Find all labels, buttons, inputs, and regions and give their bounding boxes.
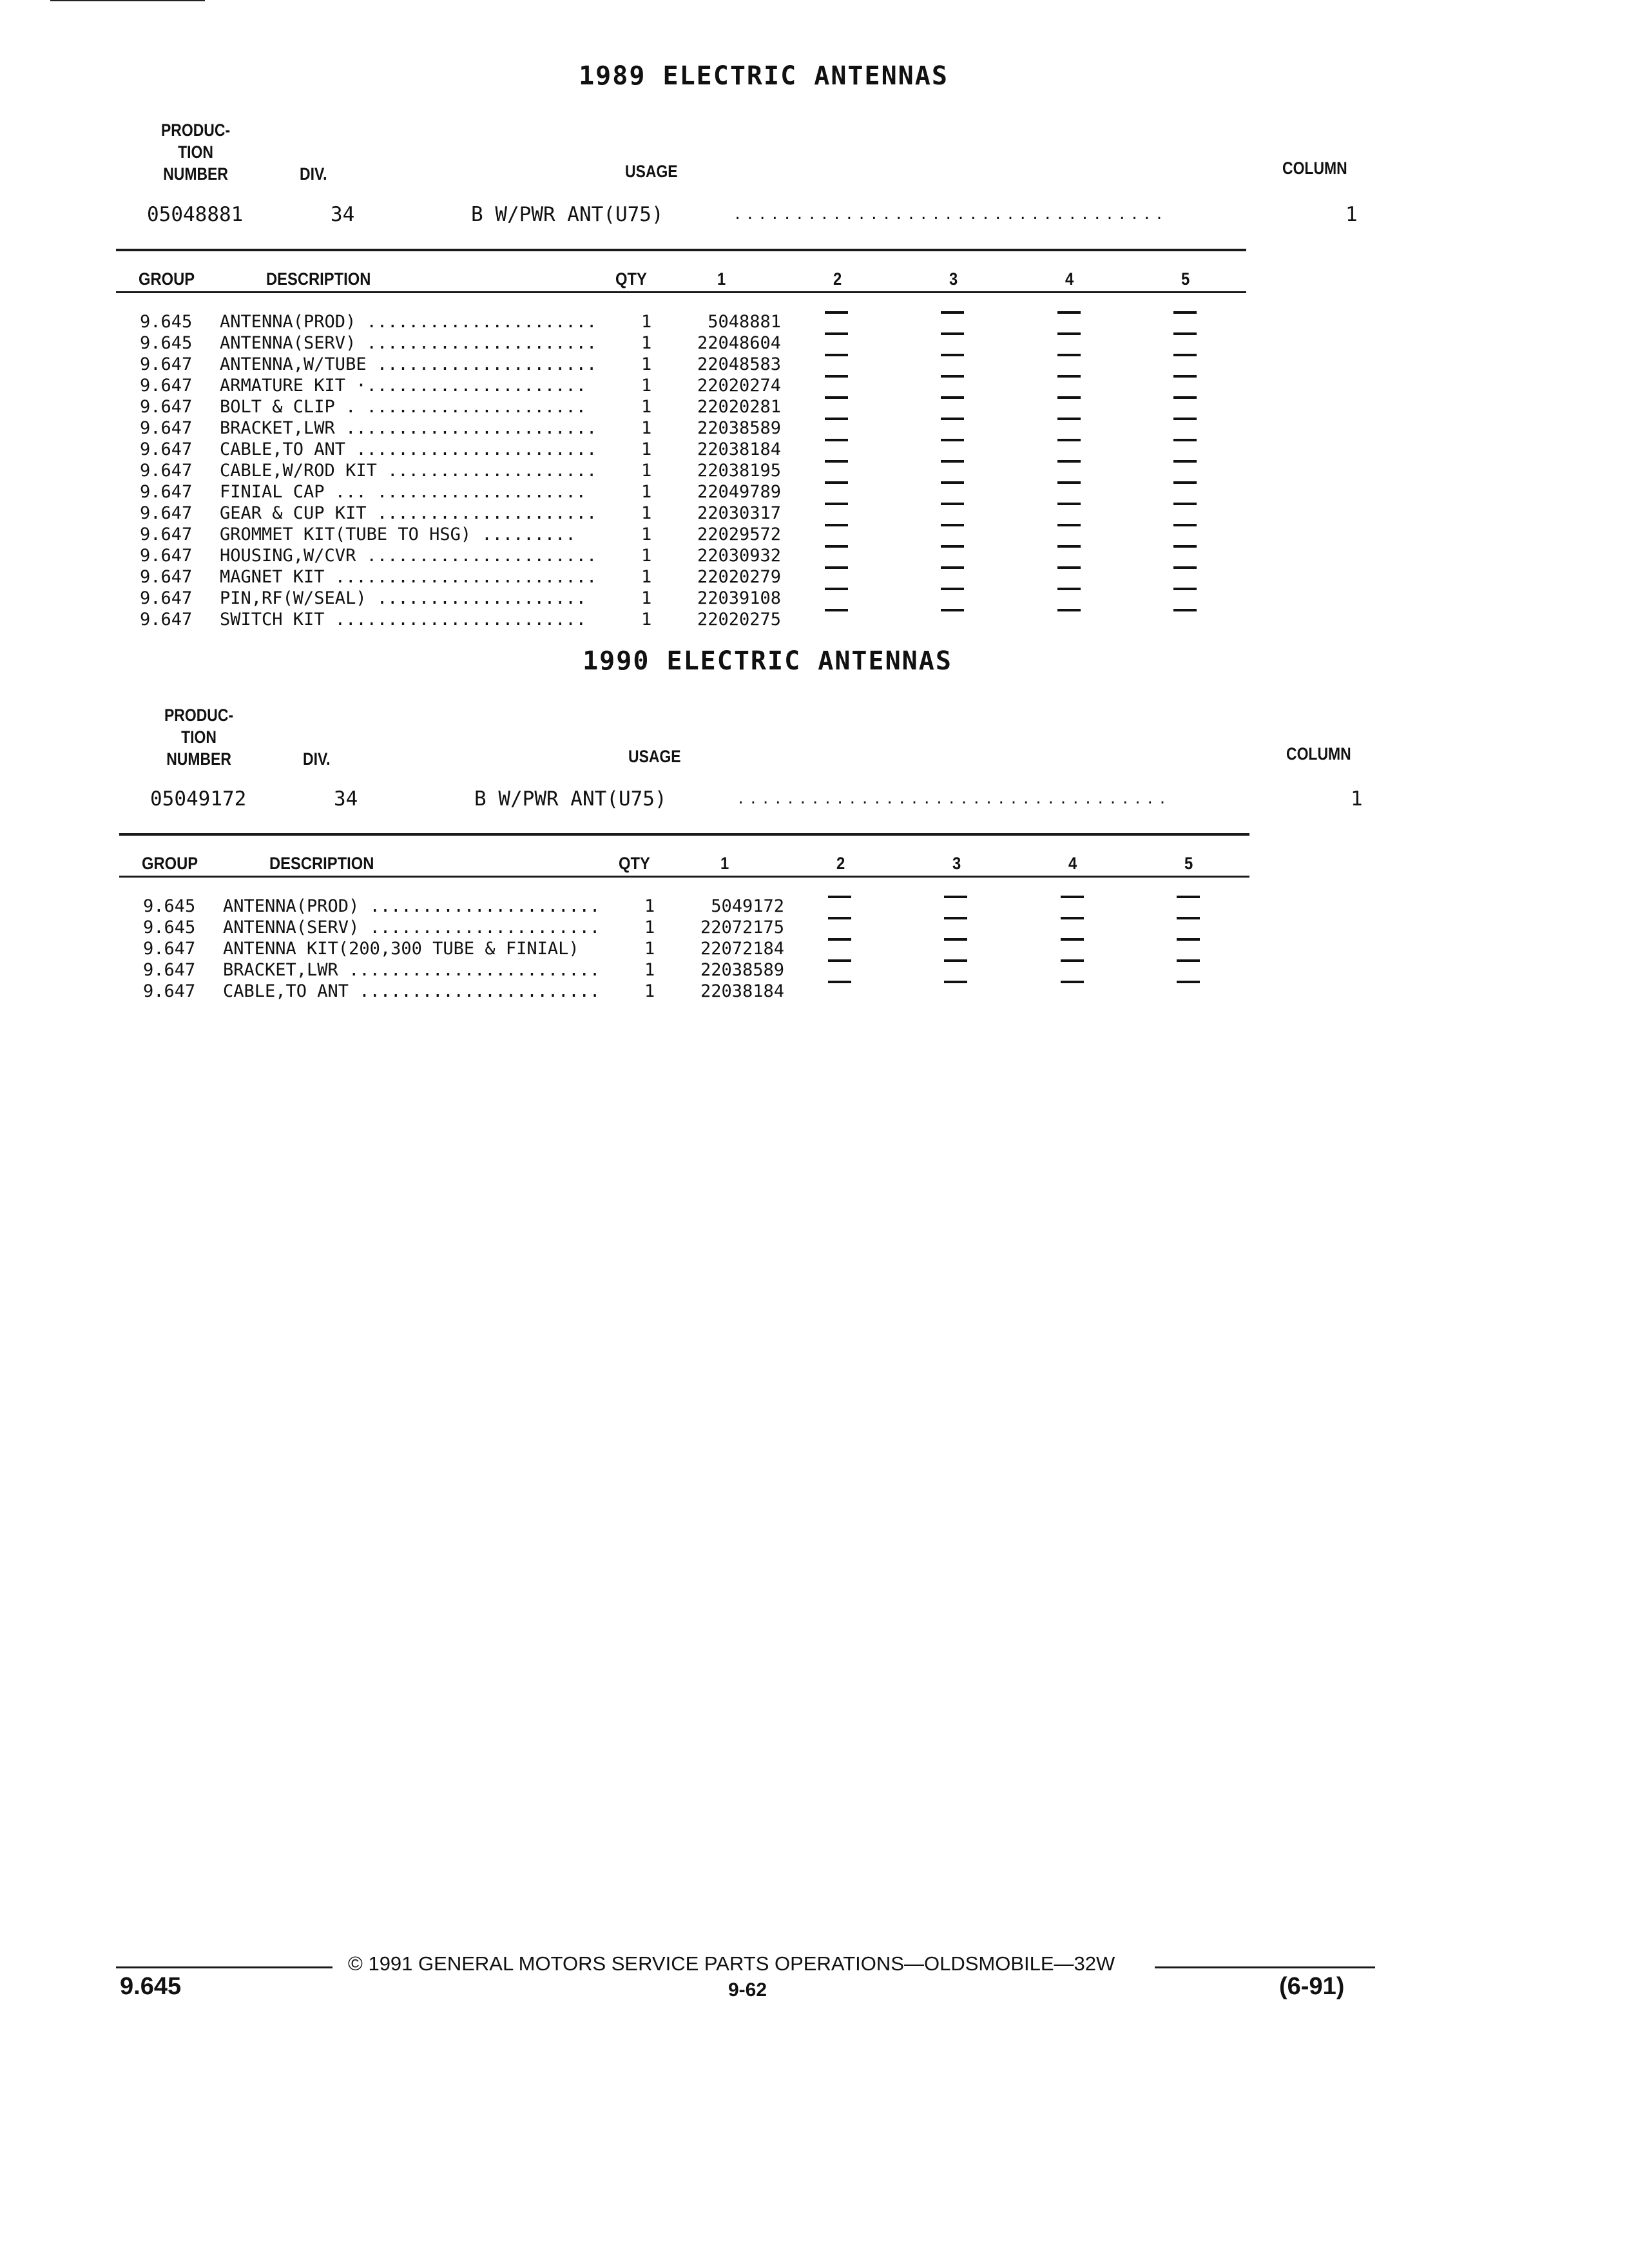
section-title: 1990 ELECTRIC ANTENNAS bbox=[583, 646, 952, 676]
production-row bbox=[147, 203, 1371, 229]
empty-column-dash bbox=[944, 981, 967, 983]
empty-column-dash bbox=[941, 396, 964, 399]
empty-column-dash bbox=[941, 460, 964, 463]
description-cell: SWITCH KIT ........................ bbox=[220, 610, 586, 629]
empty-column-dash bbox=[1061, 896, 1084, 898]
division: 34 bbox=[331, 203, 355, 226]
table-header-rule bbox=[116, 291, 1246, 293]
empty-column-dash bbox=[941, 503, 964, 505]
empty-column-dash bbox=[825, 524, 848, 526]
table-row bbox=[143, 896, 1432, 917]
description-cell: ARMATURE KIT ·..................... bbox=[220, 376, 586, 396]
table-row bbox=[140, 439, 1429, 460]
qty-cell: 1 bbox=[641, 439, 652, 459]
qty-cell: 1 bbox=[644, 896, 655, 916]
part-number-cell: 22072184 bbox=[700, 939, 784, 959]
group-cell: 9.647 bbox=[140, 503, 193, 523]
description-header: DESCRIPTION bbox=[266, 269, 371, 289]
table-header bbox=[142, 854, 1237, 876]
group-cell: 9.647 bbox=[140, 418, 193, 438]
description-cell: GROMMET KIT(TUBE TO HSG) ......... bbox=[220, 524, 576, 544]
qty-cell: 1 bbox=[644, 981, 655, 1001]
qty-cell: 1 bbox=[641, 524, 652, 544]
empty-column-dash bbox=[941, 418, 964, 420]
qty-cell: 1 bbox=[641, 418, 652, 438]
column-number: 1 bbox=[1345, 203, 1358, 226]
table-row bbox=[140, 311, 1429, 332]
footer-rule-right bbox=[1155, 1966, 1375, 1968]
empty-column-dash bbox=[941, 566, 964, 569]
empty-column-dash bbox=[1057, 396, 1081, 399]
group-cell: 9.647 bbox=[140, 567, 193, 587]
table-row bbox=[140, 588, 1429, 609]
empty-column-dash bbox=[825, 481, 848, 484]
description-cell: CABLE,TO ANT ....................... bbox=[223, 981, 601, 1001]
qty-cell: 1 bbox=[644, 960, 655, 980]
footer-rule-left bbox=[116, 1966, 333, 1968]
production-number: 05049172 bbox=[150, 787, 247, 811]
empty-column-dash bbox=[1061, 938, 1084, 941]
div-label: DIV. bbox=[300, 164, 327, 184]
empty-column-dash bbox=[941, 481, 964, 484]
table-row bbox=[143, 959, 1432, 981]
col2-header: 2 bbox=[833, 269, 842, 289]
description-cell: PIN,RF(W/SEAL) .................... bbox=[220, 588, 586, 608]
part-number-cell: 22030932 bbox=[697, 546, 781, 566]
empty-column-dash bbox=[944, 938, 967, 941]
col1-header: 1 bbox=[717, 269, 726, 289]
part-number-cell: 22020275 bbox=[697, 610, 781, 629]
col3-header: 3 bbox=[949, 269, 958, 289]
col4-header: 4 bbox=[1065, 269, 1074, 289]
empty-column-dash bbox=[1057, 418, 1081, 420]
col3-header: 3 bbox=[952, 854, 961, 873]
qty-cell: 1 bbox=[644, 918, 655, 937]
qty-cell: 1 bbox=[641, 546, 652, 566]
empty-column-dash bbox=[1057, 375, 1081, 378]
production-number-label: PRODUC- TION NUMBER bbox=[161, 120, 231, 184]
part-number-cell: 22072175 bbox=[700, 918, 784, 937]
empty-column-dash bbox=[825, 311, 848, 314]
corner-rule bbox=[50, 0, 205, 1]
empty-column-dash bbox=[1173, 354, 1197, 356]
empty-column-dash bbox=[828, 981, 851, 983]
empty-column-dash bbox=[825, 460, 848, 463]
empty-column-dash bbox=[1057, 332, 1081, 335]
usage-text: B W/PWR ANT(U75) bbox=[474, 787, 667, 811]
description-cell: BRACKET,LWR ........................ bbox=[220, 418, 597, 438]
empty-column-dash bbox=[941, 354, 964, 356]
empty-column-dash bbox=[1061, 917, 1084, 919]
empty-column-dash bbox=[828, 959, 851, 962]
empty-column-dash bbox=[1173, 311, 1197, 314]
group-cell: 9.647 bbox=[140, 524, 193, 544]
part-number-cell: 22048583 bbox=[697, 354, 781, 374]
empty-column-dash bbox=[944, 917, 967, 919]
empty-column-dash bbox=[1173, 524, 1197, 526]
division: 34 bbox=[334, 787, 358, 811]
page-number: 9-62 bbox=[728, 1979, 767, 2001]
leader-dots: ................................... bbox=[733, 207, 1168, 223]
table-row bbox=[140, 354, 1429, 375]
description-cell: GEAR & CUP KIT ..................... bbox=[220, 503, 597, 523]
production-row bbox=[150, 787, 1374, 813]
empty-column-dash bbox=[825, 332, 848, 335]
empty-column-dash bbox=[1061, 959, 1084, 962]
copyright-notice: © 1991 GENERAL MOTORS SERVICE PARTS OPERATIONS—OLDSMOBILE—32W bbox=[348, 1952, 1115, 1975]
empty-column-dash bbox=[1173, 481, 1197, 484]
part-number-cell: 22038184 bbox=[697, 439, 781, 459]
empty-column-dash bbox=[825, 354, 848, 356]
group-cell: 9.647 bbox=[140, 376, 193, 396]
usage-label: USAGE bbox=[628, 747, 681, 766]
col4-header: 4 bbox=[1068, 854, 1077, 873]
part-number-cell: 22038589 bbox=[697, 418, 781, 438]
group-header: GROUP bbox=[139, 269, 195, 289]
table-row bbox=[140, 332, 1429, 354]
section-number: 9.645 bbox=[120, 1973, 182, 2000]
empty-column-dash bbox=[825, 588, 848, 590]
leader-dots: ................................... bbox=[737, 791, 1171, 807]
qty-cell: 1 bbox=[644, 939, 655, 959]
part-number-cell: 5049172 bbox=[711, 896, 784, 916]
part-number-cell: 5048881 bbox=[708, 312, 781, 332]
empty-column-dash bbox=[1173, 609, 1197, 611]
empty-column-dash bbox=[1177, 917, 1200, 919]
description-cell: ANTENNA KIT(200,300 TUBE & FINIAL) bbox=[223, 939, 579, 959]
empty-column-dash bbox=[828, 938, 851, 941]
column-label: COLUMN bbox=[1282, 159, 1347, 178]
qty-header: QTY bbox=[615, 269, 647, 289]
empty-column-dash bbox=[825, 375, 848, 378]
empty-column-dash bbox=[1173, 503, 1197, 505]
empty-column-dash bbox=[1057, 545, 1081, 548]
empty-column-dash bbox=[1057, 503, 1081, 505]
column-label: COLUMN bbox=[1286, 744, 1351, 764]
table-row bbox=[140, 609, 1429, 630]
part-number-cell: 22039108 bbox=[697, 588, 781, 608]
section-title: 1989 ELECTRIC ANTENNAS bbox=[579, 61, 949, 91]
part-number-cell: 22029572 bbox=[697, 524, 781, 544]
column-number: 1 bbox=[1351, 787, 1363, 811]
revision-date: (6-91) bbox=[1279, 1973, 1345, 2000]
qty-cell: 1 bbox=[641, 482, 652, 502]
description-cell: BRACKET,LWR ........................ bbox=[223, 960, 601, 980]
empty-column-dash bbox=[941, 524, 964, 526]
part-number-cell: 22038184 bbox=[700, 981, 784, 1001]
part-number-cell: 22049789 bbox=[697, 482, 781, 502]
empty-column-dash bbox=[825, 418, 848, 420]
col5-header: 5 bbox=[1184, 854, 1193, 873]
part-number-cell: 22020281 bbox=[697, 397, 781, 417]
empty-column-dash bbox=[1173, 396, 1197, 399]
usage-label: USAGE bbox=[625, 162, 678, 181]
group-cell: 9.645 bbox=[140, 333, 193, 353]
group-cell: 9.645 bbox=[143, 918, 196, 937]
table-row bbox=[140, 460, 1429, 481]
part-number-cell: 22038589 bbox=[700, 960, 784, 980]
group-cell: 9.645 bbox=[143, 896, 196, 916]
empty-column-dash bbox=[828, 917, 851, 919]
empty-column-dash bbox=[1173, 588, 1197, 590]
description-cell: FINIAL CAP ... .................... bbox=[220, 482, 586, 502]
description-cell: HOUSING,W/CVR ...................... bbox=[220, 546, 597, 566]
group-cell: 9.647 bbox=[140, 588, 193, 608]
empty-column-dash bbox=[941, 332, 964, 335]
group-cell: 9.647 bbox=[140, 439, 193, 459]
table-row bbox=[143, 917, 1432, 938]
group-cell: 9.647 bbox=[143, 981, 196, 1001]
empty-column-dash bbox=[1173, 566, 1197, 569]
description-cell: ANTENNA(PROD) ...................... bbox=[220, 312, 597, 332]
qty-cell: 1 bbox=[641, 376, 652, 396]
empty-column-dash bbox=[825, 439, 848, 441]
empty-column-dash bbox=[1057, 481, 1081, 484]
description-cell: BOLT & CLIP . ..................... bbox=[220, 397, 586, 417]
description-cell: ANTENNA(SERV) ...................... bbox=[223, 918, 601, 937]
empty-column-dash bbox=[941, 588, 964, 590]
qty-cell: 1 bbox=[641, 610, 652, 629]
empty-column-dash bbox=[941, 375, 964, 378]
empty-column-dash bbox=[825, 503, 848, 505]
empty-column-dash bbox=[1173, 439, 1197, 441]
table-header bbox=[139, 269, 1234, 291]
group-header: GROUP bbox=[142, 854, 198, 873]
empty-column-dash bbox=[941, 439, 964, 441]
empty-column-dash bbox=[1057, 311, 1081, 314]
empty-column-dash bbox=[1177, 896, 1200, 898]
table-row bbox=[143, 938, 1432, 959]
group-cell: 9.647 bbox=[143, 960, 196, 980]
description-cell: ANTENNA(PROD) ...................... bbox=[223, 896, 601, 916]
description-cell: CABLE,W/ROD KIT .................... bbox=[220, 461, 597, 481]
empty-column-dash bbox=[944, 959, 967, 962]
description-cell: ANTENNA,W/TUBE ..................... bbox=[220, 354, 597, 374]
group-cell: 9.647 bbox=[140, 610, 193, 629]
table-row bbox=[140, 503, 1429, 524]
qty-cell: 1 bbox=[641, 333, 652, 353]
empty-column-dash bbox=[1057, 524, 1081, 526]
qty-cell: 1 bbox=[641, 567, 652, 587]
div-label: DIV. bbox=[303, 749, 331, 769]
group-cell: 9.647 bbox=[140, 482, 193, 502]
empty-column-dash bbox=[1057, 439, 1081, 441]
empty-column-dash bbox=[1057, 588, 1081, 590]
part-number-cell: 22048604 bbox=[697, 333, 781, 353]
empty-column-dash bbox=[1173, 460, 1197, 463]
empty-column-dash bbox=[828, 896, 851, 898]
empty-column-dash bbox=[1173, 332, 1197, 335]
empty-column-dash bbox=[1057, 354, 1081, 356]
empty-column-dash bbox=[825, 566, 848, 569]
description-header: DESCRIPTION bbox=[269, 854, 374, 873]
table-row bbox=[140, 396, 1429, 418]
empty-column-dash bbox=[944, 896, 967, 898]
empty-column-dash bbox=[1177, 981, 1200, 983]
group-cell: 9.645 bbox=[140, 312, 193, 332]
description-cell: ANTENNA(SERV) ...................... bbox=[220, 333, 597, 353]
empty-column-dash bbox=[1173, 545, 1197, 548]
production-number-label: PRODUC- TION NUMBER bbox=[164, 706, 234, 769]
table-row bbox=[143, 981, 1432, 1002]
table-header-rule bbox=[119, 876, 1249, 878]
table-row bbox=[140, 481, 1429, 503]
description-cell: MAGNET KIT ......................... bbox=[220, 567, 597, 587]
table-top-rule bbox=[116, 249, 1246, 251]
table-row bbox=[140, 566, 1429, 588]
part-number-cell: 22030317 bbox=[697, 503, 781, 523]
empty-column-dash bbox=[1057, 566, 1081, 569]
production-number: 05048881 bbox=[147, 203, 244, 226]
empty-column-dash bbox=[825, 545, 848, 548]
part-number-cell: 22038195 bbox=[697, 461, 781, 481]
part-number-cell: 22020279 bbox=[697, 567, 781, 587]
empty-column-dash bbox=[1061, 981, 1084, 983]
empty-column-dash bbox=[825, 609, 848, 611]
empty-column-dash bbox=[825, 396, 848, 399]
empty-column-dash bbox=[941, 311, 964, 314]
table-row bbox=[140, 545, 1429, 566]
table-top-rule bbox=[119, 833, 1249, 836]
table-row bbox=[140, 375, 1429, 396]
table-row bbox=[140, 524, 1429, 545]
empty-column-dash bbox=[1173, 375, 1197, 378]
qty-cell: 1 bbox=[641, 503, 652, 523]
empty-column-dash bbox=[941, 545, 964, 548]
empty-column-dash bbox=[1057, 460, 1081, 463]
col2-header: 2 bbox=[836, 854, 845, 873]
usage-text: B W/PWR ANT(U75) bbox=[471, 203, 664, 226]
empty-column-dash bbox=[1057, 609, 1081, 611]
empty-column-dash bbox=[1173, 418, 1197, 420]
empty-column-dash bbox=[941, 609, 964, 611]
qty-cell: 1 bbox=[641, 312, 652, 332]
qty-cell: 1 bbox=[641, 354, 652, 374]
col5-header: 5 bbox=[1181, 269, 1190, 289]
col1-header: 1 bbox=[720, 854, 729, 873]
empty-column-dash bbox=[1177, 959, 1200, 962]
group-cell: 9.647 bbox=[140, 461, 193, 481]
group-cell: 9.647 bbox=[143, 939, 196, 959]
group-cell: 9.647 bbox=[140, 546, 193, 566]
qty-cell: 1 bbox=[641, 397, 652, 417]
table-row bbox=[140, 418, 1429, 439]
qty-cell: 1 bbox=[641, 588, 652, 608]
group-cell: 9.647 bbox=[140, 354, 193, 374]
group-cell: 9.647 bbox=[140, 397, 193, 417]
qty-header: QTY bbox=[619, 854, 650, 873]
empty-column-dash bbox=[1177, 938, 1200, 941]
qty-cell: 1 bbox=[641, 461, 652, 481]
description-cell: CABLE,TO ANT ....................... bbox=[220, 439, 597, 459]
part-number-cell: 22020274 bbox=[697, 376, 781, 396]
